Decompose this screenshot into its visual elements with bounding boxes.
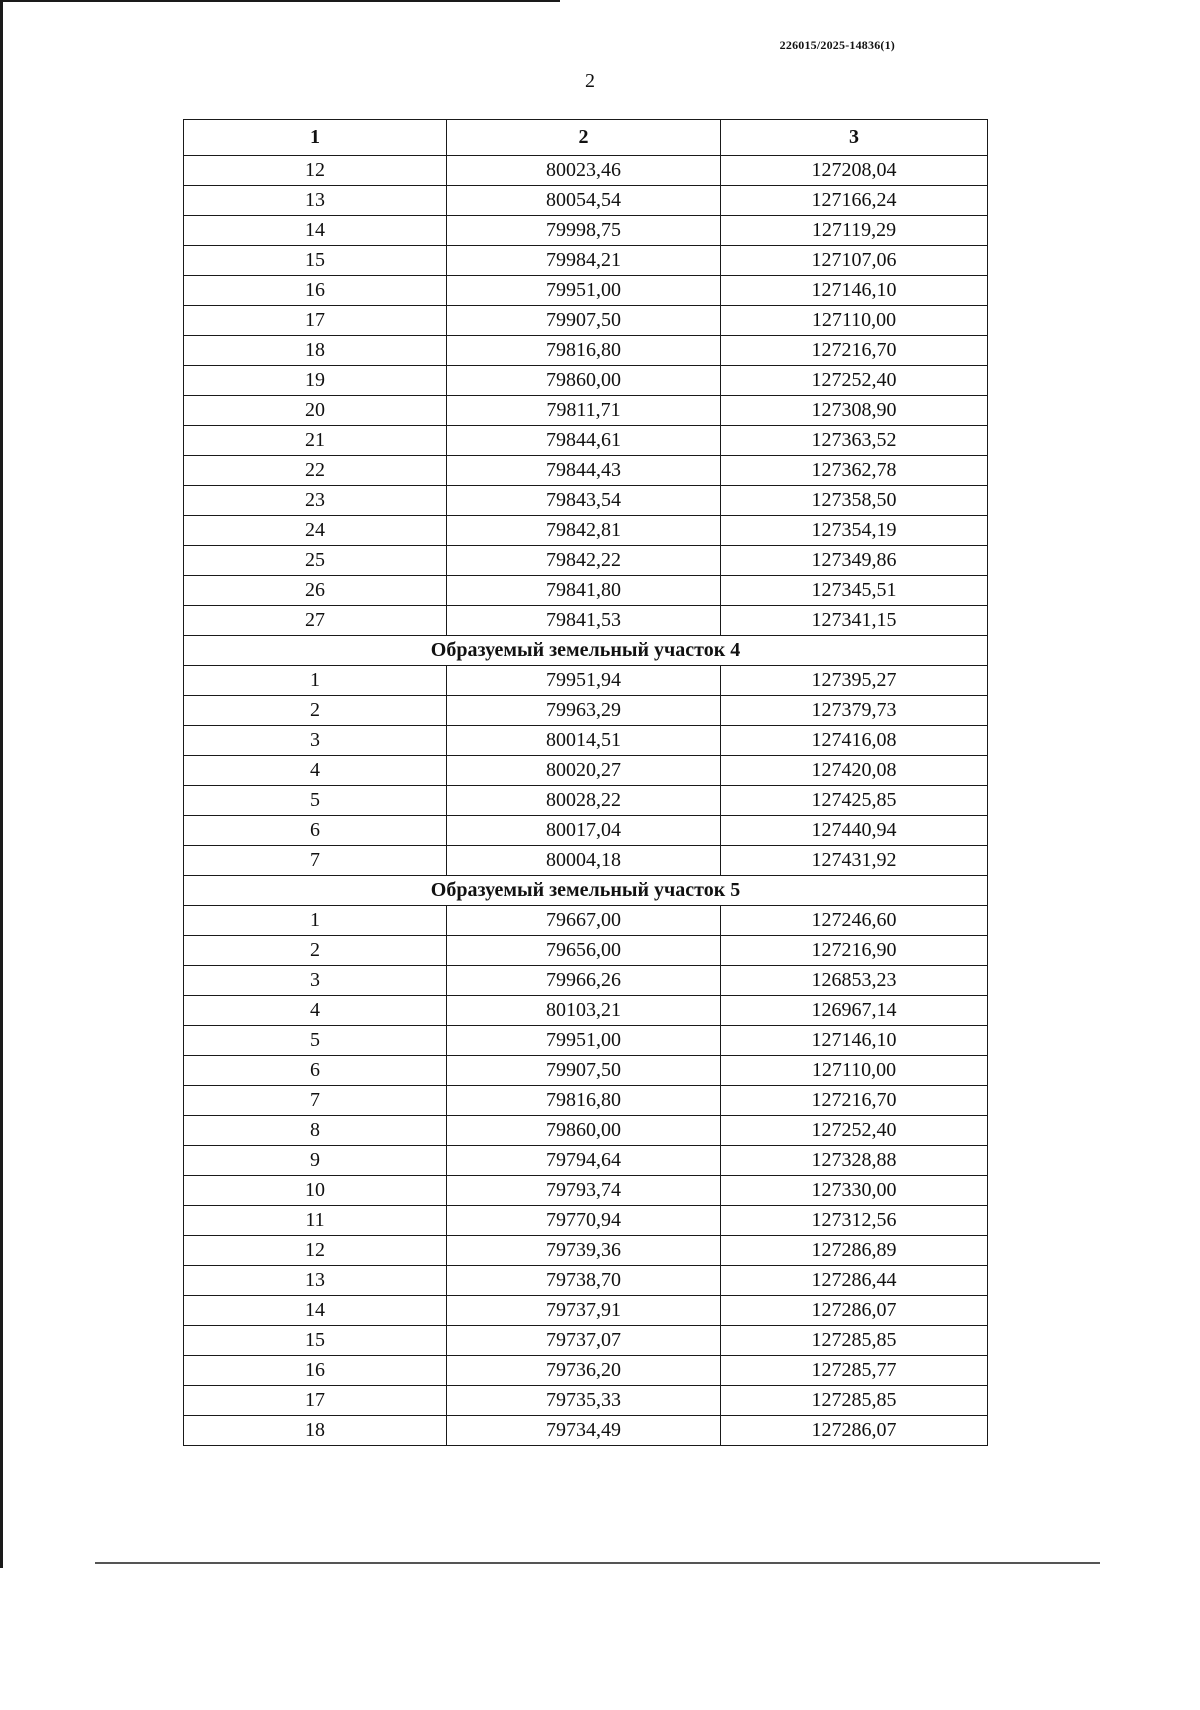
y-coordinate-cell: 127345,51 [721, 576, 988, 606]
point-number-cell: 23 [184, 486, 447, 516]
y-coordinate-cell: 127379,73 [721, 696, 988, 726]
point-number-cell: 2 [184, 936, 447, 966]
table-row [184, 216, 988, 246]
table-header-row [184, 120, 988, 156]
point-number-cell: 5 [184, 1026, 447, 1056]
x-coordinate-cell: 79951,00 [447, 1026, 721, 1056]
table-row [184, 156, 988, 186]
table-row [184, 996, 988, 1026]
y-coordinate-cell: 127341,15 [721, 606, 988, 636]
table-row [184, 276, 988, 306]
y-coordinate-cell: 127420,08 [721, 756, 988, 786]
x-coordinate-cell: 79998,75 [447, 216, 721, 246]
point-number-cell: 14 [184, 1296, 447, 1326]
table-row [184, 1326, 988, 1356]
x-coordinate-cell: 79841,80 [447, 576, 721, 606]
x-coordinate-cell: 79737,91 [447, 1296, 721, 1326]
point-number-cell: 11 [184, 1206, 447, 1236]
point-number-cell: 4 [184, 756, 447, 786]
column-header: 3 [721, 120, 988, 156]
point-number-cell: 15 [184, 1326, 447, 1356]
x-coordinate-cell: 79951,94 [447, 666, 721, 696]
y-coordinate-cell: 127146,10 [721, 1026, 988, 1056]
table-row [184, 366, 988, 396]
point-number-cell: 12 [184, 156, 447, 186]
x-coordinate-cell: 79951,00 [447, 276, 721, 306]
x-coordinate-cell: 80054,54 [447, 186, 721, 216]
y-coordinate-cell: 127431,92 [721, 846, 988, 876]
table-row [184, 1356, 988, 1386]
x-coordinate-cell: 80017,04 [447, 816, 721, 846]
y-coordinate-cell: 127286,07 [721, 1296, 988, 1326]
x-coordinate-cell: 79794,64 [447, 1146, 721, 1176]
x-coordinate-cell: 79736,20 [447, 1356, 721, 1386]
x-coordinate-cell: 79734,49 [447, 1416, 721, 1446]
table-row [184, 936, 988, 966]
table-row [184, 516, 988, 546]
y-coordinate-cell: 127416,08 [721, 726, 988, 756]
x-coordinate-cell: 79860,00 [447, 366, 721, 396]
y-coordinate-cell: 127166,24 [721, 186, 988, 216]
x-coordinate-cell: 79793,74 [447, 1176, 721, 1206]
point-number-cell: 5 [184, 786, 447, 816]
point-number-cell: 2 [184, 696, 447, 726]
point-number-cell: 14 [184, 216, 447, 246]
x-coordinate-cell: 79739,36 [447, 1236, 721, 1266]
y-coordinate-cell: 127354,19 [721, 516, 988, 546]
x-coordinate-cell: 79735,33 [447, 1386, 721, 1416]
table-row [184, 786, 988, 816]
y-coordinate-cell: 127328,88 [721, 1146, 988, 1176]
y-coordinate-cell: 127146,10 [721, 276, 988, 306]
table-row [184, 546, 988, 576]
y-coordinate-cell: 127286,44 [721, 1266, 988, 1296]
x-coordinate-cell: 79844,61 [447, 426, 721, 456]
y-coordinate-cell: 127208,04 [721, 156, 988, 186]
section-title-row [184, 636, 988, 666]
table-row [184, 1266, 988, 1296]
point-number-cell: 12 [184, 1236, 447, 1266]
table-row [184, 486, 988, 516]
scan-edge-left [0, 0, 3, 1568]
x-coordinate-cell: 79843,54 [447, 486, 721, 516]
point-number-cell: 25 [184, 546, 447, 576]
y-coordinate-cell: 127349,86 [721, 546, 988, 576]
y-coordinate-cell: 127110,00 [721, 306, 988, 336]
table-row [184, 456, 988, 486]
x-coordinate-cell: 80028,22 [447, 786, 721, 816]
point-number-cell: 1 [184, 666, 447, 696]
scan-edge-top [0, 0, 560, 2]
y-coordinate-cell: 127362,78 [721, 456, 988, 486]
point-number-cell: 22 [184, 456, 447, 486]
x-coordinate-cell: 79907,50 [447, 1056, 721, 1086]
y-coordinate-cell: 127285,85 [721, 1386, 988, 1416]
point-number-cell: 19 [184, 366, 447, 396]
y-coordinate-cell: 127425,85 [721, 786, 988, 816]
section-title: Образуемый земельный участок 5 [184, 876, 988, 906]
point-number-cell: 27 [184, 606, 447, 636]
x-coordinate-cell: 79667,00 [447, 906, 721, 936]
x-coordinate-cell: 79842,81 [447, 516, 721, 546]
coordinates-table [183, 119, 988, 1446]
document-number: 226015/2025-14836(1) [779, 38, 895, 52]
point-number-cell: 7 [184, 1086, 447, 1116]
x-coordinate-cell: 79816,80 [447, 1086, 721, 1116]
point-number-cell: 7 [184, 846, 447, 876]
x-coordinate-cell: 79842,22 [447, 546, 721, 576]
point-number-cell: 13 [184, 1266, 447, 1296]
table-row [184, 906, 988, 936]
y-coordinate-cell: 127216,70 [721, 1086, 988, 1116]
point-number-cell: 15 [184, 246, 447, 276]
y-coordinate-cell: 127286,89 [721, 1236, 988, 1266]
point-number-cell: 3 [184, 966, 447, 996]
point-number-cell: 13 [184, 186, 447, 216]
x-coordinate-cell: 79656,00 [447, 936, 721, 966]
section-title-row [184, 876, 988, 906]
y-coordinate-cell: 127358,50 [721, 486, 988, 516]
point-number-cell: 10 [184, 1176, 447, 1206]
point-number-cell: 17 [184, 1386, 447, 1416]
y-coordinate-cell: 126853,23 [721, 966, 988, 996]
table-row [184, 756, 988, 786]
y-coordinate-cell: 127363,52 [721, 426, 988, 456]
section-title: Образуемый земельный участок 4 [184, 636, 988, 666]
table-row [184, 1386, 988, 1416]
y-coordinate-cell: 127286,07 [721, 1416, 988, 1446]
x-coordinate-cell: 80020,27 [447, 756, 721, 786]
y-coordinate-cell: 127252,40 [721, 366, 988, 396]
x-coordinate-cell: 79907,50 [447, 306, 721, 336]
y-coordinate-cell: 127216,90 [721, 936, 988, 966]
table-row [184, 1296, 988, 1326]
point-number-cell: 16 [184, 276, 447, 306]
y-coordinate-cell: 127119,29 [721, 216, 988, 246]
table-row [184, 666, 988, 696]
table-row [184, 1116, 988, 1146]
x-coordinate-cell: 80004,18 [447, 846, 721, 876]
x-coordinate-cell: 79844,43 [447, 456, 721, 486]
table-row [184, 966, 988, 996]
point-number-cell: 18 [184, 336, 447, 366]
point-number-cell: 8 [184, 1116, 447, 1146]
y-coordinate-cell: 127440,94 [721, 816, 988, 846]
table-row [184, 1176, 988, 1206]
y-coordinate-cell: 127107,06 [721, 246, 988, 276]
point-number-cell: 16 [184, 1356, 447, 1386]
page-number: 2 [585, 70, 595, 92]
table-row [184, 1236, 988, 1266]
point-number-cell: 3 [184, 726, 447, 756]
point-number-cell: 4 [184, 996, 447, 1026]
column-header: 2 [447, 120, 721, 156]
y-coordinate-cell: 127395,27 [721, 666, 988, 696]
table-row [184, 396, 988, 426]
y-coordinate-cell: 126967,14 [721, 996, 988, 1026]
table-row [184, 1416, 988, 1446]
scan-edge-bottom [95, 1562, 1100, 1564]
point-number-cell: 18 [184, 1416, 447, 1446]
table-row [184, 726, 988, 756]
x-coordinate-cell: 79811,71 [447, 396, 721, 426]
table-body [184, 156, 988, 1446]
table-row [184, 1056, 988, 1086]
x-coordinate-cell: 80103,21 [447, 996, 721, 1026]
y-coordinate-cell: 127330,00 [721, 1176, 988, 1206]
table-row [184, 1026, 988, 1056]
column-header: 1 [184, 120, 447, 156]
y-coordinate-cell: 127252,40 [721, 1116, 988, 1146]
x-coordinate-cell: 79770,94 [447, 1206, 721, 1236]
y-coordinate-cell: 127216,70 [721, 336, 988, 366]
y-coordinate-cell: 127308,90 [721, 396, 988, 426]
table-row [184, 246, 988, 276]
table-row [184, 576, 988, 606]
table-row [184, 1146, 988, 1176]
point-number-cell: 21 [184, 426, 447, 456]
table-row [184, 1206, 988, 1236]
x-coordinate-cell: 79984,21 [447, 246, 721, 276]
table-row [184, 816, 988, 846]
y-coordinate-cell: 127285,77 [721, 1356, 988, 1386]
point-number-cell: 17 [184, 306, 447, 336]
x-coordinate-cell: 79963,29 [447, 696, 721, 726]
table-row [184, 606, 988, 636]
table-row [184, 306, 988, 336]
y-coordinate-cell: 127312,56 [721, 1206, 988, 1236]
x-coordinate-cell: 80014,51 [447, 726, 721, 756]
x-coordinate-cell: 79966,26 [447, 966, 721, 996]
table-row [184, 846, 988, 876]
x-coordinate-cell: 79737,07 [447, 1326, 721, 1356]
point-number-cell: 20 [184, 396, 447, 426]
point-number-cell: 9 [184, 1146, 447, 1176]
x-coordinate-cell: 79738,70 [447, 1266, 721, 1296]
point-number-cell: 1 [184, 906, 447, 936]
x-coordinate-cell: 79841,53 [447, 606, 721, 636]
table-row [184, 696, 988, 726]
point-number-cell: 6 [184, 1056, 447, 1086]
x-coordinate-cell: 79816,80 [447, 336, 721, 366]
y-coordinate-cell: 127246,60 [721, 906, 988, 936]
x-coordinate-cell: 80023,46 [447, 156, 721, 186]
x-coordinate-cell: 79860,00 [447, 1116, 721, 1146]
point-number-cell: 26 [184, 576, 447, 606]
y-coordinate-cell: 127110,00 [721, 1056, 988, 1086]
table-row [184, 1086, 988, 1116]
table-row [184, 186, 988, 216]
table-row [184, 426, 988, 456]
point-number-cell: 6 [184, 816, 447, 846]
y-coordinate-cell: 127285,85 [721, 1326, 988, 1356]
point-number-cell: 24 [184, 516, 447, 546]
table-row [184, 336, 988, 366]
